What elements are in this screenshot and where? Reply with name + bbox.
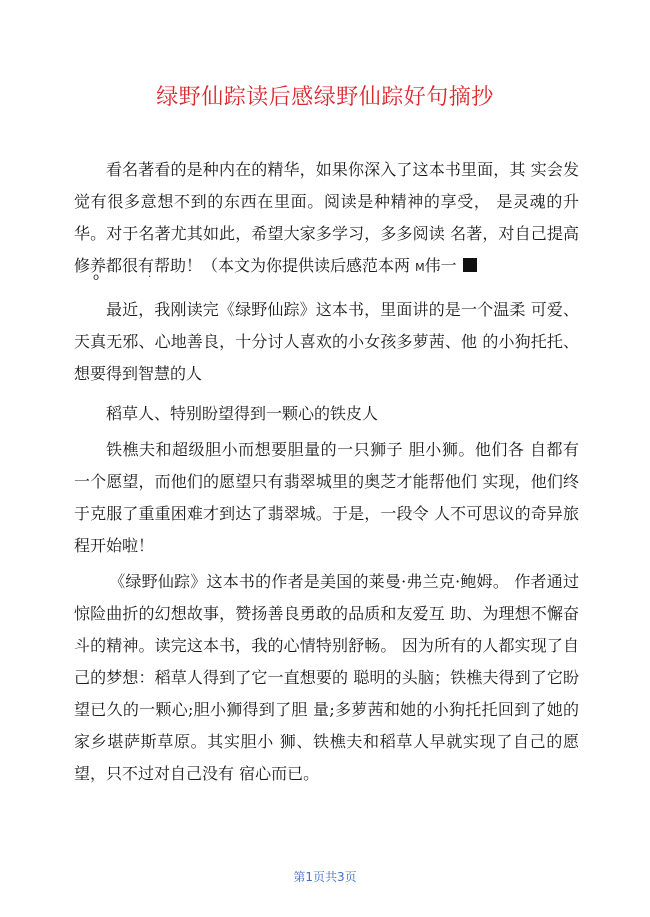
stray-mark-b: ·: [148, 272, 152, 283]
paragraph-1: 最近，我刚读完《绿野仙踪》这本书，里面讲的是一个温柔 可爱、天真无邪、心地善良，十分讨人喜欢的小女孩多萝茜、他 的小狗托托、想要得到智慧的人: [74, 300, 579, 383]
black-square-icon: [463, 258, 477, 272]
paragraph-4: 《绿野仙踪》这本书的作者是美国的莱曼·弗兰克·鲍姆。 作者通过惊险曲折的幻想故事，赞扬善良勇敢的品质和友爱互 助、为理想不懈奋斗的精神。读完这本书，我的心情特别舒畅。 因为所有的人都实现了自己的梦想：稻草人得到了它一直想要的 聪明的头脑；铁樵夫得到了它盼望已久的一颗心;胆小狮得到了胆 量;多萝茜和她的小狗托托回到了她的家乡堪萨斯草原。其实胆小 狮、铁樵夫和稻草人早就实现了自己的愿望，只不过对自己没有 宿心而已。: [74, 572, 579, 783]
intro-small-m: M: [415, 261, 425, 274]
stray-mark-a: o: [93, 272, 100, 283]
page-footer: 第1页共3页: [293, 870, 357, 884]
intro-tail: 伟一: [424, 256, 457, 275]
intro-paragraph: [74, 154, 579, 284]
paragraph-2: 稻草人、特别盼望得到一颗心的铁皮人: [106, 404, 379, 423]
paragraph-3: 铁樵夫和超级胆小而想要胆量的一只狮子 胆小狮。他们各 自都有一个愿望，而他们的愿望只有翡翠城里的奥芝才能帮他们 实现，他们终于克服了重重困难才到达了翡翠城。于是，一段令 人不可思议的奇异旅程开始啦！: [74, 440, 579, 555]
intro-text: 看名著看的是种内在的精华，如果你深入了这本书里面，其 实会发觉有很多意想不到的东西在里面。阅读是种精神的享受， 是灵魂的升华。对于名著尤其如此，希望大家多学习，多多阅读 名著，对自己提高修养都很有帮助！（本文为你提供读后感范本两: [74, 160, 579, 275]
document-title: 绿野仙踪读后感绿野仙踪好句摘抄: [156, 85, 494, 110]
